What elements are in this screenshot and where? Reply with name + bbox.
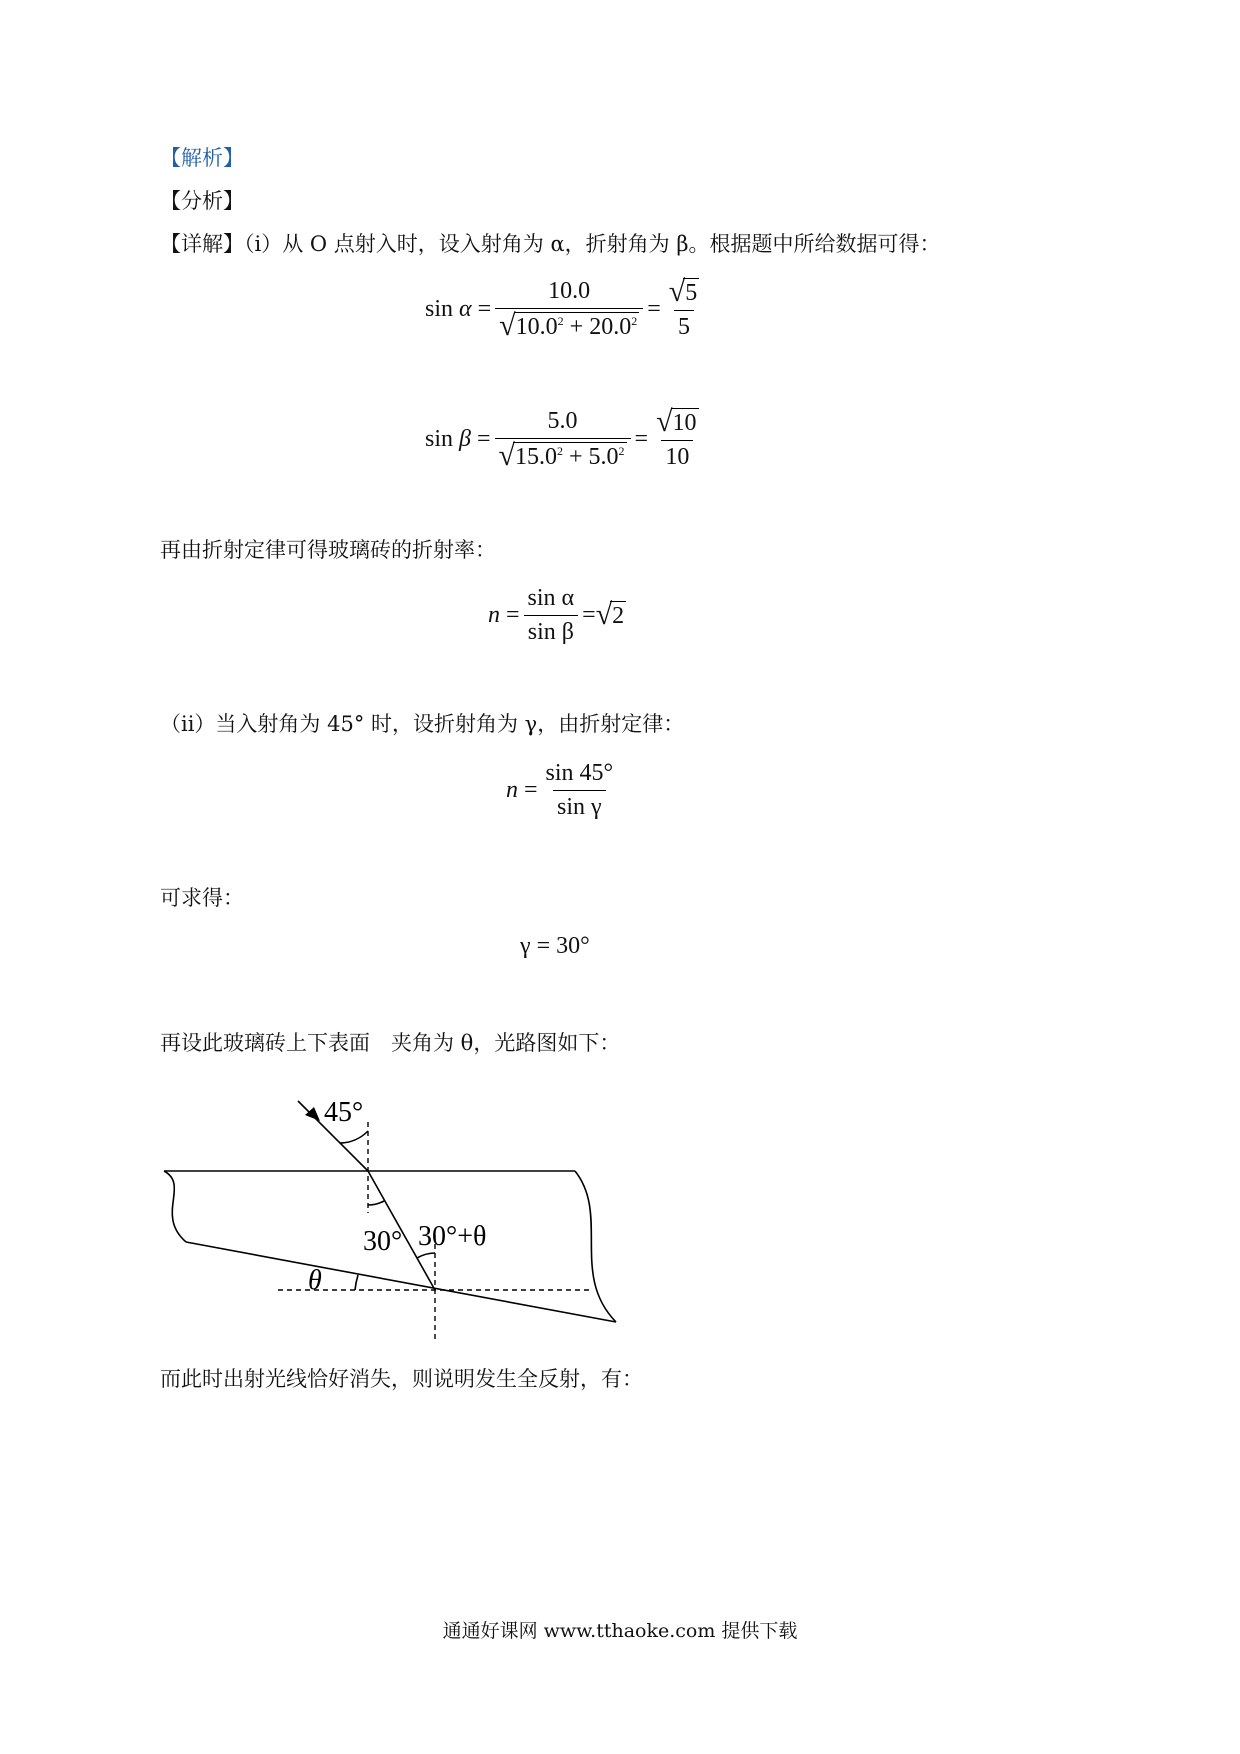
result-fraction: √ 10 10 [656, 405, 697, 470]
result-fraction: √ 5 5 [668, 275, 698, 340]
detail-label: 【详解】 [160, 232, 244, 256]
formula-sin-beta: sin β = 5.0 √ $15.0^2 + 5.0^2$ = √ 10 10 [425, 408, 707, 471]
label-theta: θ [308, 1265, 322, 1296]
diagram-intro: 再设此玻璃砖上下表面 夹角为 θ，光路图如下： [160, 1031, 621, 1055]
fraction: $\frac{\text{sin α}}{\text{sin β}}$ [524, 585, 579, 646]
formula-sin-alpha: sin α = 10.0 √ 10.0$^2$ + 20.0$^2$ = √ 5 5 [425, 278, 707, 341]
fn-sin: sin [425, 426, 454, 452]
fraction [495, 408, 631, 471]
var-n: n [506, 777, 518, 803]
fn-sin: sin [425, 296, 454, 322]
glass-right-edge [575, 1171, 616, 1322]
section-heading-analysis: 【解析】 [160, 146, 244, 170]
formula-n-sin45: n = $\frac{\sin 45^\circ}{\text{sin γ}}$ [506, 760, 621, 821]
arrow-head-icon [305, 1107, 320, 1121]
arc-30-theta [417, 1253, 435, 1258]
refraction-law-paragraph: 再由折射定律可得玻璃砖的折射率： [160, 538, 496, 562]
numerator: 10.0 [548, 278, 591, 304]
page-footer: 通通好课网 www.tthaoke.com 提供下载 [442, 1620, 798, 1642]
formula-refractive-index: n = $\frac{\text{sin α}}{\text{sin β}}$ = √ 2 [488, 585, 625, 645]
result-intro: 可求得： [160, 886, 244, 910]
denominator-root: √ 10.0$^2$ + 20.0$^2$ [495, 308, 643, 341]
formula-gamma: γ = 30° [520, 933, 590, 959]
part-ii-paragraph: （ii）当入射角为 45° 时，设折射角为 γ，由折射定律： [160, 712, 685, 736]
glass-left-edge [164, 1171, 186, 1242]
denominator-root: √ $15.0^2 + 5.0^2$ [495, 438, 631, 471]
arc-30 [368, 1201, 384, 1205]
label-45: 45° [324, 1097, 364, 1128]
var-alpha: α [459, 296, 472, 322]
var-beta: β [459, 426, 471, 452]
label-30-theta: 30°+θ [418, 1221, 487, 1252]
label-30: 30° [363, 1226, 403, 1257]
var-n: n [488, 602, 500, 628]
arc-45 [340, 1131, 368, 1143]
numerator: 5.0 [547, 408, 578, 434]
detail-paragraph [160, 232, 940, 257]
arc-theta [355, 1275, 358, 1290]
light-path-diagram [150, 1085, 640, 1350]
total-reflection-paragraph: 而此时出射光线恰好消失，则说明发生全反射，有： [160, 1367, 643, 1391]
section-heading-breakdown: 【分析】 [160, 189, 244, 213]
fraction [495, 278, 643, 341]
fraction: $\frac{\sin 45^\circ}{\text{sin γ}}$ [545, 760, 614, 820]
detail-text: （i）从 O 点射入时，设入射角为 α，折射角为 β。根据题中所给数据可得： [244, 232, 941, 256]
sqrt-result: √ 2 [595, 598, 625, 631]
